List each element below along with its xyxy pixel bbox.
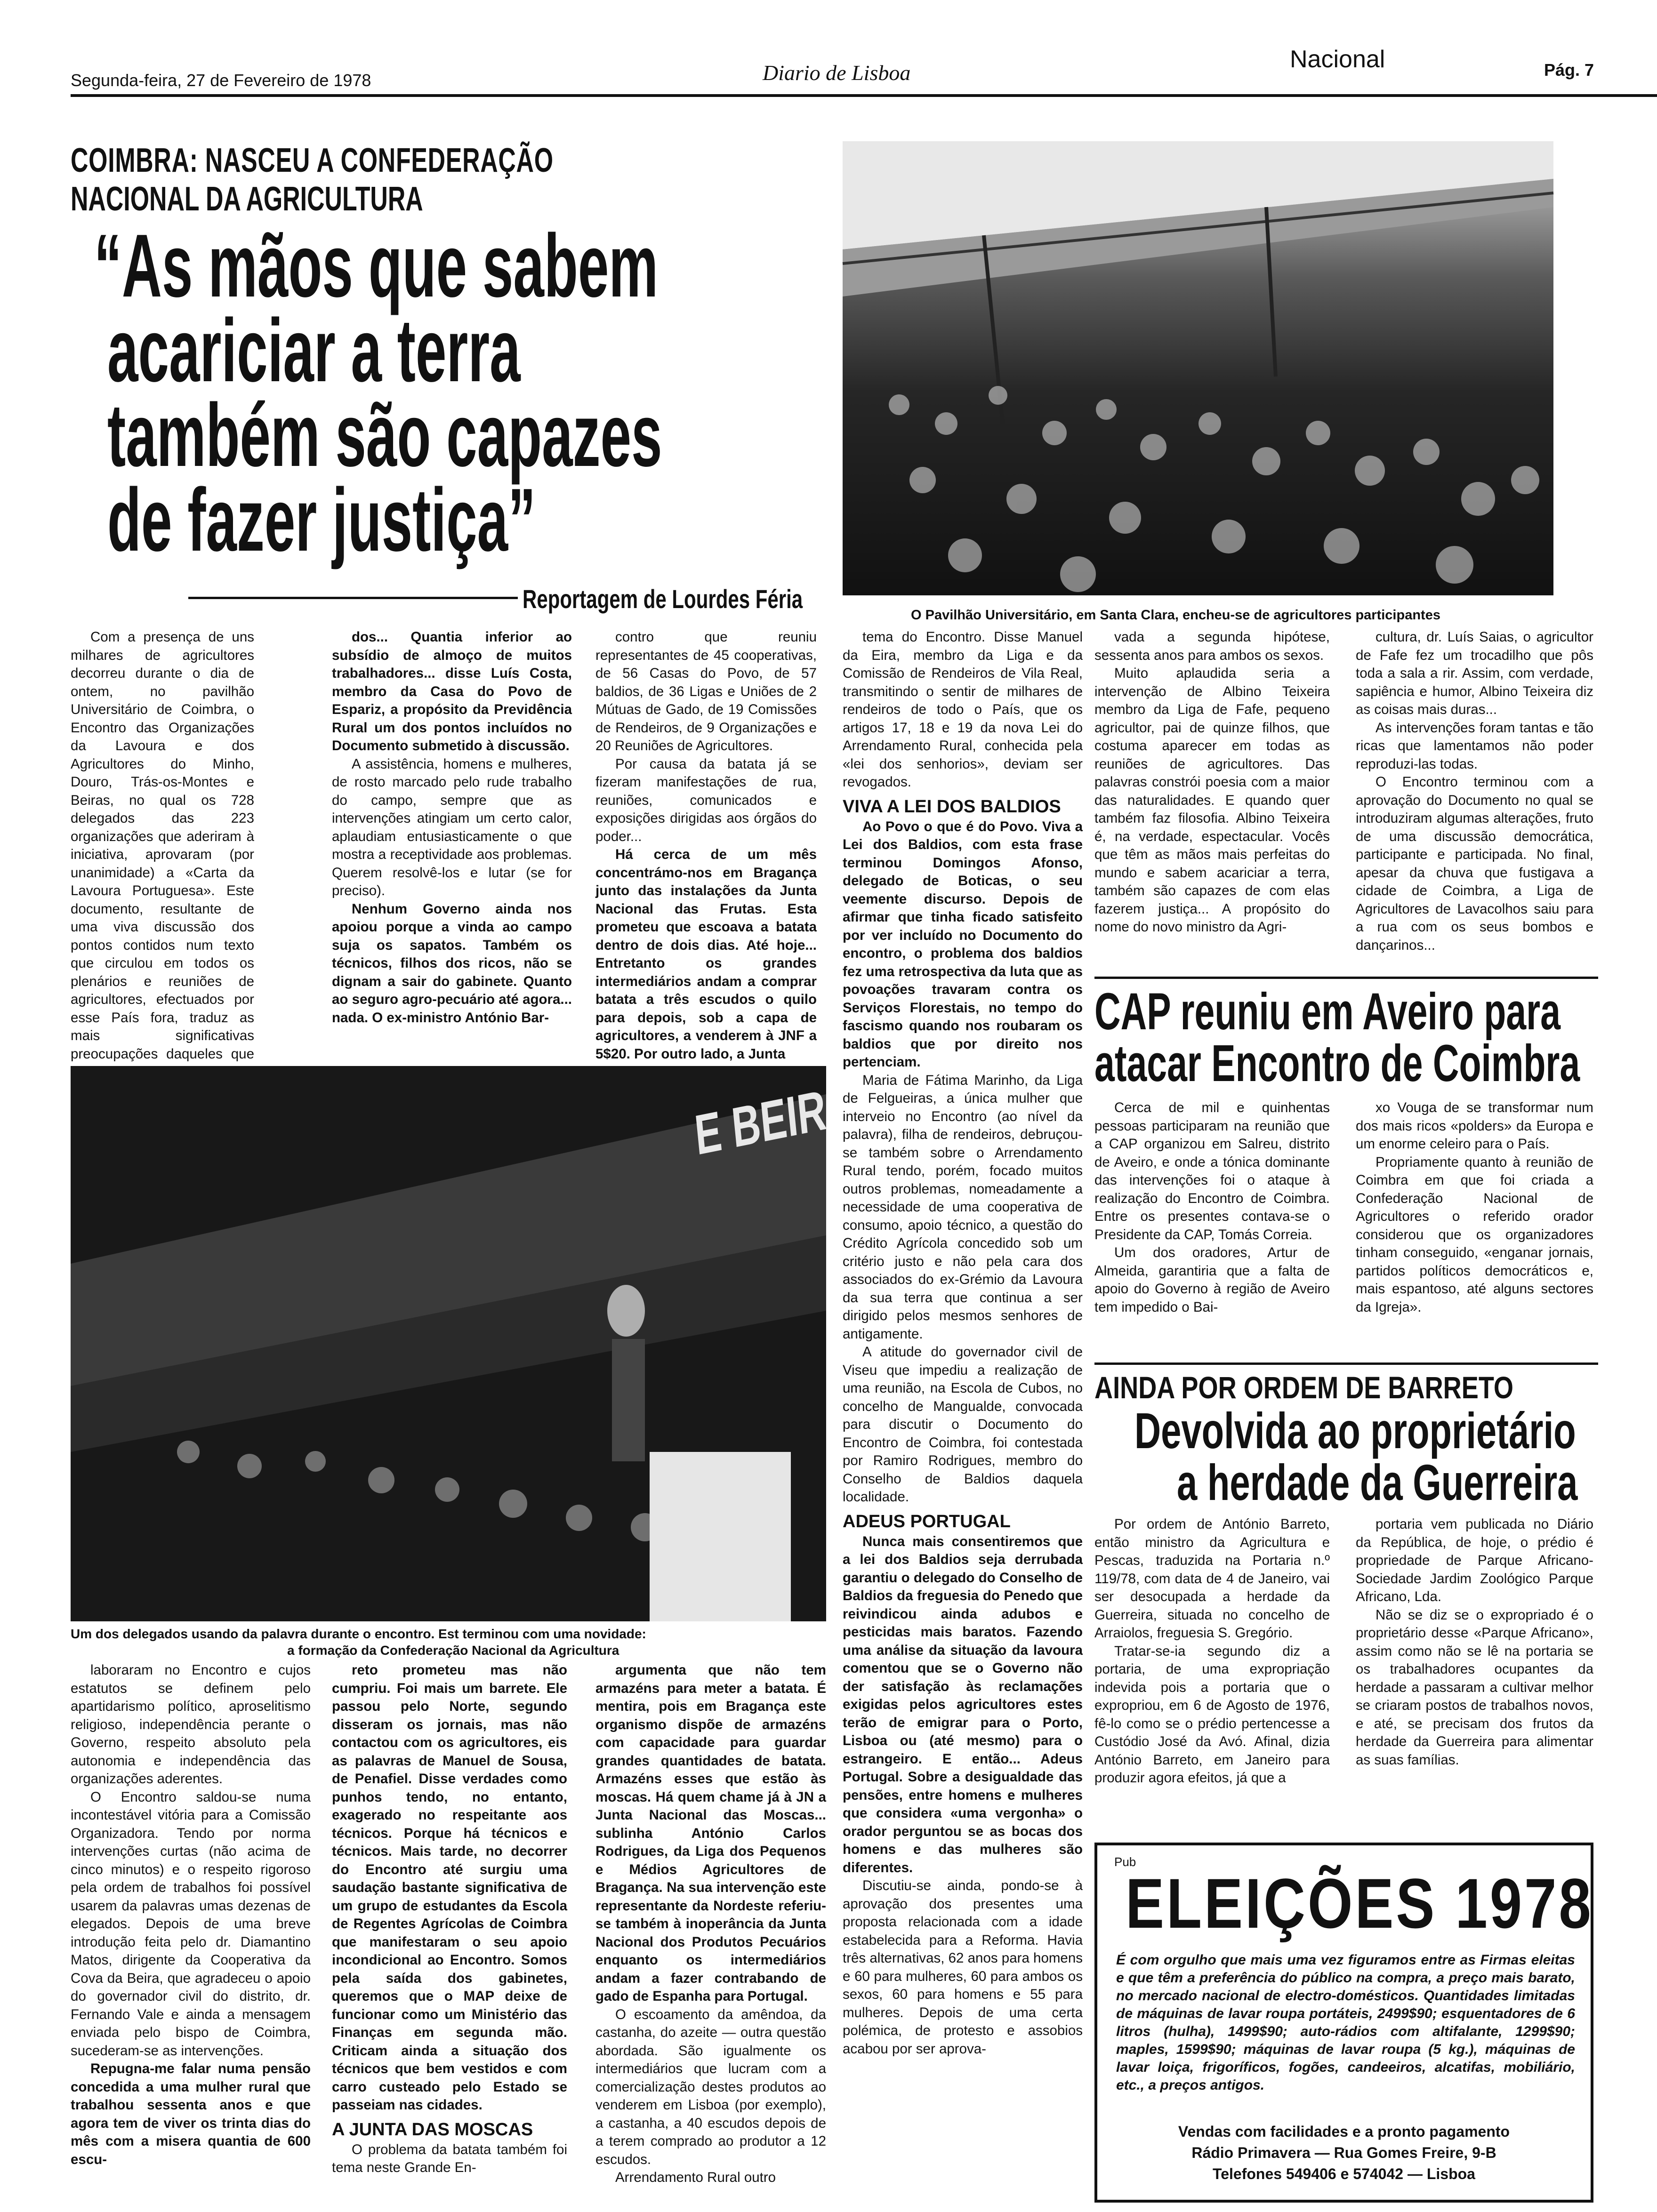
ad-label: Pub xyxy=(1114,1855,1136,1869)
barreto-headline-line-2: a herdade da Guerreira xyxy=(1177,1454,1578,1511)
paragraph: contro que reuniu representantes de 45 cooperativas, de 56 Casas do Povo, de 57 baldios, de 36 Ligas e Uniões de 2 Mútuas de Gado, de 19 Comissões de Rendeiros, de 9 Organizações e 20 Reuniões de Agricultores. xyxy=(595,629,817,753)
lead-lower-column-1 xyxy=(71,1661,311,2203)
ad-title: ELEIÇÕES 1978 xyxy=(1126,1864,1593,1943)
cap-headline-line-1: CAP reuniu em Aveiro para xyxy=(1094,983,1560,1041)
lead-column-1 xyxy=(71,628,254,1062)
paragraph: Maria de Fátima Marinho, da Liga de Felgueiras, a única mulher que interveio no Encontro (ao nível da palavra), filha de rendeiros, debruçou-se também sobre o Arrendamento Rural tendo, porém, focado muitos outros problemas, nomeadamente a necessidade de uma cooperativa de consumo, apoio técnico, a questão do Crédito Agrícola concedido sob um critério justo e não pela cara dos associados do ex-Grémio da Lavoura da sua terra que continua a ser dirigido pelos mesmos senhores de antigamente. xyxy=(843,1072,1083,1342)
lead-column-4 xyxy=(843,628,1083,2177)
ad-body: É com orgulho que mais uma vez figuramos entre as Firmas eleitas e que têm a preferência do público na compra, a preço mais barato, no mercado nacional de electro-domésticos. Quantidades limitadas de máquinas de lavar roupa portáteis, 2499$90; esquentadores de 6 litros (hulha), 1499$90; auto-rádios com altifalante, 1299$90; maples, 1599$90; máquinas de lavar roupa (5 kg.), máquinas de lavar loiça, frigoríficos, fogões, candeeiros, alcatifas, mobiliário, etc., a preços antigos. xyxy=(1116,1952,1575,2093)
cap-headline-line-2: atacar Encontro de Coimbra xyxy=(1094,1034,1580,1092)
paragraph: xo Vouga de se transformar num dos mais ricos «polders» da Europa e um enorme celeiro para o País. xyxy=(1356,1100,1593,1152)
byline-rule xyxy=(188,597,518,599)
kicker-line-2: NACIONAL DA AGRICULTURA xyxy=(71,180,423,218)
paragraph: cultura, dr. Luís Saias, o agricultor de Fafe fez um trocadilho que pôs toda a sala a rir. Assim, com verdade, sapiência e humor, Albino Teixeira diz as coisas mais duras... xyxy=(1356,629,1593,717)
ad-line-1: Vendas com facilidades e a pronto pagamento xyxy=(1178,2123,1510,2140)
lead-lower-column-2 xyxy=(332,1661,567,2203)
photo2-caption-line-1: Um dos delegados usando da palavra durante o encontro. Est terminou com uma novidade: xyxy=(71,1627,646,1641)
headline-line-3: também são capazes xyxy=(107,385,662,485)
page-date: Segunda-feira, 27 de Fevereiro de 1978 xyxy=(71,71,371,90)
barreto-kicker-box xyxy=(1094,1362,1598,1403)
subhead-adeus-portugal: ADEUS PORTUGAL xyxy=(843,1511,1011,1531)
paragraph: Um dos oradores, Artur de Almeida, garantiria que a falta de apoio do Governo à região de Aveiro tem impedido o Bai- xyxy=(1094,1245,1330,1315)
paragraph: A atitude do governador civil de Viseu que impediu a realização de uma reunião, na Escola de Cubos, no concelho de Mangualde, convocada para discutir o Documento do Encontro de Coimbra, foi contestada por Ramiro Rodrigues, membro do Conselho de Baldios daquela localidade. xyxy=(843,1344,1083,1505)
ad-box xyxy=(1094,1843,1593,2203)
pavilion-crowd-image xyxy=(843,141,1553,595)
cap-top-rule xyxy=(1094,977,1598,979)
paragraph: portaria vem publicada no Diário da República, de hoje, o prédio é propriedade de Parque Africano-Sociedade Jardim Zoológico Parque Africano, Lda. xyxy=(1356,1516,1593,1604)
barreto-headline-line-1: Devolvida ao proprietário xyxy=(1134,1402,1576,1459)
paragraph: A assistência, homens e mulheres, de rosto marcado pelo rude trabalho do campo, sempre que as intervenções atingiam um certo calor, aplaudiam entusiasticamente o que mostra a receptividade aos problemas. Querem resolvê-los e lutar (se for preciso). xyxy=(332,756,572,898)
paragraph: O escoamento da amêndoa, da castanha, do azeite — outra questão abordada. São igualmente os intermediários que lucram com a comercialização destes produtos ao venderem em Lisboa (por exemplo), a castanha, a 40 escudos depois de a terem comprado ao produtor a 12 escudos. xyxy=(595,2006,826,2167)
paragraph: Não se diz se o expropriado é o proprietário desse «Parque Africano», assim como não se lê na portaria se os trabalhadores ocupantes da herdade a passaram a cultivar melhor se criaram postos de trabalhos novos, e até, se precisam dos frutos da herdade da Guerreira para alimentar as suas famílias. xyxy=(1356,1607,1593,1768)
paragraph: reto prometeu mas não cumpriu. Foi mais um barrete. Ele passou pelo Norte, segundo disseram os jornais, mas não contactou com os agricultores, eis as palavras de Manuel de Sousa, de Penafiel. Disse verdades como punhos tendo, no entanto, exagerado no respeitante aos técnicos. Porque há técnicos e técnicos. Mais tarde, no decorrer do Encontro até surgiu uma saudação bastante significativa de um grupo de estudantes da Escola de Regentes Agrícolas de Coimbra que manifestaram o seu apoio incondicional ao Encontro. Somos pela saída dos gabinetes, queremos que o MAP deixe de funcionar como um Ministério das Finanças em segunda mão. Criticam ainda a situação dos técnicos que bem vestidos e com carro custeado pelo Estado se passeiam nas cidades. xyxy=(332,1662,567,2113)
paragraph: vada a segunda hipótese, sessenta anos para ambos os sexos. xyxy=(1094,629,1330,663)
subhead-junta-das-moscas: A JUNTA DAS MOSCAS xyxy=(332,2119,533,2140)
paragraph: As intervenções foram tantas e tão ricas que lamentamos não poder reproduzi-las todas. xyxy=(1356,720,1593,772)
paragraph: laboraram no Encontro e cujos estatutos se definem pelo apartidarismo político, aproselitismo religioso, independência perante o Governo, respeito absoluto pela autonomia e independência das organizações aderentes. xyxy=(71,1662,311,1787)
paragraph: Por ordem de António Barreto, então ministro da Agricultura e Pescas, traduzida na Portaria n.º 119/78, com data de 4 de Janeiro, vai ser desocupada a herdade da Guerreira, situada no concelho de Arraiolos, freguesia S. Gregório. xyxy=(1094,1516,1330,1641)
paragraph: Há cerca de um mês concentrámo-nos em Bragança junto das instalações da Junta Nacional das Frutas. Esta prometeu que escoava a batata dentro de dois dias. Até hoje... Entretanto os grandes intermediários andam a comprar batata a três escudos o quilo para depois, sob a capa de agricultores, a venderem à JNF a 5$20. Por outro lado, a Junta xyxy=(595,847,817,1062)
lead-column-3 xyxy=(595,628,817,1062)
paragraph: Ao Povo o que é do Povo. Viva a Lei dos Baldios, com esta frase terminou Domingos Afonso, delegado de Boticas, o seu veemente discurso. Depois de afirmar que tinha ficado satisfeito por ver incluído no Documento do encontro, o problema dos baldios fez uma retrospectiva da luta que as povoações travaram contra os Serviços Florestais, no tempo do fascismo quando nos roubaram os baldios que por direito nos pertenciam. xyxy=(843,818,1083,1070)
barreto-column-1 xyxy=(1094,1515,1330,1835)
byline: Reportagem de Lourdes Féria xyxy=(523,584,803,614)
paragraph: O problema da batata também foi tema neste Grande En- xyxy=(332,2141,567,2175)
headline-line-4: de fazer justiça” xyxy=(107,470,536,570)
banner-text: E BEIR xyxy=(692,1078,829,1167)
paragraph: Discutiu-se ainda, pondo-se à aprovação dos presentes uma proposta relacionada com a idade estabelecida para a Reforma. Havia três alternativas, 62 anos para homens e 60 para mulheres, 60 para ambos os sexos, 60 para homens e 55 para mulheres. Depois de uma certa polémica, de protesto e assobios acabou por ser aprova- xyxy=(843,1878,1083,2057)
masthead: Diario de Lisboa xyxy=(763,61,911,85)
lead-lower-column-3 xyxy=(595,1661,826,2203)
photo1-caption: O Pavilhão Universitário, em Santa Clara, encheu-se de agricultores participantes xyxy=(911,608,1440,623)
paragraph: Tratar-se-ia segundo diz a portaria, de uma expropriação indevida pois a portaria que o expropriou, em 6 de Agosto de 1976, fê-lo como se o prédio pertencesse a Custódio José da Avó. Afinal, dizia António Barreto, em Janeiro para produzir agora efeitos, já que a xyxy=(1094,1643,1330,1786)
headline-line-2: acariciar a terra xyxy=(107,301,521,401)
paragraph: O Encontro terminou com a aprovação do Documento no qual se introduziram algumas alterações, fruto de uma discussão democrática, participante e participada. No final, apesar da chuva que fustigava a cidade de Coimbra, a Liga de Agricultores de Lavacolhos saiu para a rua com os seus bombos e dançarinos... xyxy=(1356,774,1593,953)
barreto-column-2 xyxy=(1356,1515,1593,1835)
paragraph: Por causa da batata já se fizeram manifestações de rua, reuniões, comunicados e exposições dirigidas aos órgãos do poder... xyxy=(595,756,817,844)
photo2-caption-line-2: a formação da Confederação Nacional da Agricultura xyxy=(287,1643,619,1658)
paragraph: Nunca mais consentiremos que a lei dos Baldios seja derrubada garantiu o delegado do Conselho de Baldios da freguesia do Penedo que reivindicou ainda adubos e pesticidas mais baratos. Fazendo uma análise da situação da lavoura comentou que se o Governo não der satisfação às reclamações exigidas pelos agricultores estes terão de emigrar para o Porto, Lisboa ou (até mesmo) para o estrangeiro. E então... Adeus Portugal. Sobre a desigualdade das pensões, entre homens e mulheres que considera «uma vergonha» o orador perguntou se as bocas dos homens e das mulheres são diferentes. xyxy=(843,1533,1083,1875)
paragraph: Arrendamento Rural outro xyxy=(615,2170,776,2185)
paragraph: O Encontro saldou-se numa incontestável vitória para a Comissão Organizadora. Tendo por norma intervenções curtas (não acima de cinco minutos) e o respeito rigoroso pela ordem de trabalhos foi possível usarem da palavras umas dezenas de elegados. Depois de uma breve introdução feita pelo dr. Diamantino Matos, dirigente da Cooperativa da Cova da Beira, que agradeceu o apoio do governador civil do distrito, dr. Fernando Vale e ainda a mensagem enviada pelo bispo de Coimbra, sucederam-se as intervenções. xyxy=(71,1789,311,2059)
photo-delegate-speaking xyxy=(71,1066,829,1621)
section-title: Nacional xyxy=(1290,46,1385,73)
photo-pavilion-audience xyxy=(843,141,1553,595)
header-rule xyxy=(71,94,1657,97)
paragraph: argumenta que não tem armazéns para meter a batata. É mentira, pois em Bragança este organismo dispõe de armazéns com capacidade para guardar grandes quantidades de batata. Armazéns esses que estão às moscas. Há quem chame já à JN a Junta Nacional das Moscas... sublinha António Carlos Rodrigues, da Liga dos Pequenos e Médios Agricultores de Bragança. Na sua intervenção este representante da Nordeste referiu-se também à inoperância da Junta Nacional dos Produtos Pecuários enquanto os intermediários andam a fazer contrabando de gado de Espanha para Portugal. xyxy=(595,1662,826,2004)
paragraph: Muito aplaudida seria a intervenção de Albino Teixeira membro da Liga de Fafe, pequeno agricultor, pai de quinze filhos, que costuma aparecer em todas as reuniões de agricultores. Das palavras constrói poesia com a maior das naturalidades. E quando quer também faz filosofia. Albino Teixeira é, na verdade, espectacular. Vocês que têm as mãos mais perfeitas do mundo e sabem acariciar a terra, também são capazes de com elas fazerem justiça... A propósito do nome do novo ministro da Agri- xyxy=(1094,665,1330,935)
paragraph: tema do Encontro. Disse Manuel da Eira, membro da Liga e da Comissão de Rendeiros de Vila Real, transmitindo o sentir de milhares de rendeiros de todo o País, que os artigos 17, 18 e 19 da nova Lei do Arrendamento Rural, conhecida pela «lei dos senhorios», deviam ser revogados. xyxy=(843,629,1083,790)
paragraph: Nenhum Governo ainda nos apoiou porque a vinda ao campo suja os sapatos. Também os técnicos, filhos dos ricos, não se dignam a sair do gabinete. Quanto ao seguro agro-pecuário até agora... nada. O ex-ministro António Bar- xyxy=(332,901,572,1026)
headline-line-1: “As mãos que sabem xyxy=(94,216,659,316)
paragraph: dos... Quantia inferior ao subsídio de almoço de muitos trabalhadores... disse Luís Costa, membro da Casa do Povo de Espariz, a propósito da Previdência Rural um dos pontos incluídos no Documento submetido à discussão. xyxy=(332,629,572,753)
barreto-kicker: AINDA POR ORDEM DE BARRETO xyxy=(1094,1370,1514,1405)
lead-column-6 xyxy=(1356,628,1593,972)
ad-line-3: Telefones 549406 e 574042 — Lisboa xyxy=(1213,2165,1475,2182)
paragraph: Com a presença de uns milhares de agricultores decorreu durante o dia de ontem, no pavilhão Universitário de Coimbra, o Encontro das Organizações da Lavoura e dos Agricultores do Minho, Douro, Trás-os-Montes e Beiras, no qual os 728 delegados das 223 organizações que aderiram à iniciativa, aprovaram (por unanimidade) a «Carta da Lavoura Portuguesa». Este documento, resultante de uma viva discussão dos pontos contidos num texto que circulou em todos os plenários e reuniões de agricultores, efectuados por esse País fora, traduz as mais significativas preocupações daqueles que xyxy=(71,629,254,1062)
paragraph: Cerca de mil e quinhentas pessoas participaram na reunião que a CAP organizou em Salreu, distrito de Aveiro, e onde a tónica dominante das intervenções foi o ataque à realização do Encontro de Coimbra. Entre os presentes contava-se o Presidente da CAP, Tomás Correia. xyxy=(1094,1100,1330,1242)
paragraph: Repugna-me falar numa pensão concedida a uma mulher rural que trabalhou sessenta anos e que agora tem de viver os trinta dias do mês com a misera quantia de 600 escu- xyxy=(71,2061,311,2167)
kicker-line-1: COIMBRA: NASCEU A CONFEDERAÇÃO xyxy=(71,142,554,179)
paragraph: Propriamente quanto à reunião de Coimbra em que foi criada a Confederação Nacional de Agricultores o referido orador considerou que os organizadores tinham conseguido, «enganar jornais, partidos políticos democráticos e, mais espantoso, até alguns sectores da Igreja». xyxy=(1356,1154,1593,1315)
subhead-viva-lei-baldios: VIVA A LEI DOS BALDIOS xyxy=(843,796,1061,817)
ad-line-2: Rádio Primavera — Rua Gomes Freire, 9-B xyxy=(1191,2144,1496,2161)
lead-column-2 xyxy=(332,628,572,1052)
page-number: Pág. 7 xyxy=(1544,60,1594,80)
lead-column-5 xyxy=(1094,628,1330,972)
